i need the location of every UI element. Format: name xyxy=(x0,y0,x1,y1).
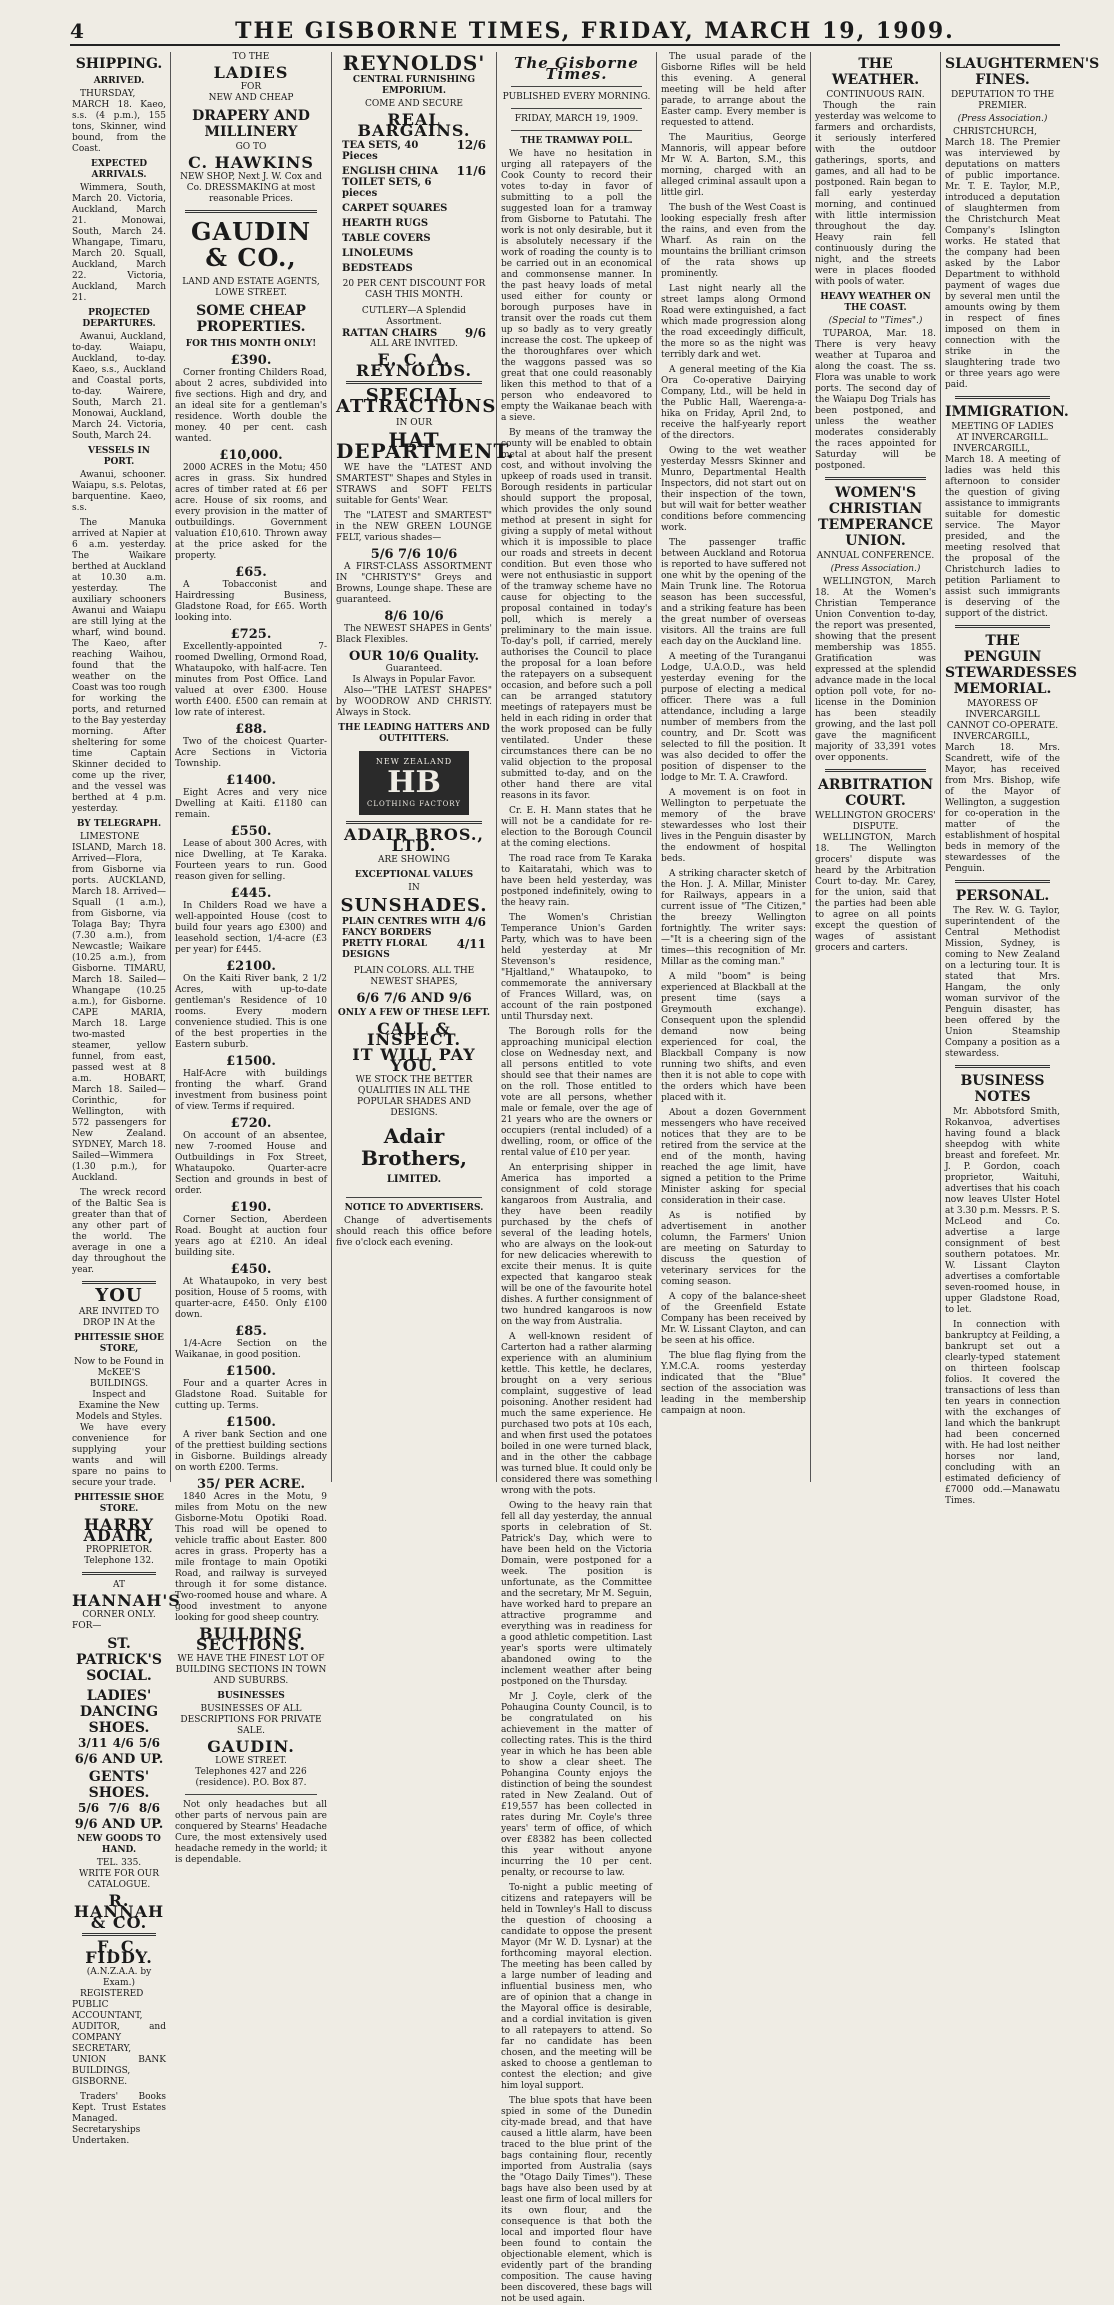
listing-price: £450. xyxy=(230,1262,272,1277)
column-divider xyxy=(496,52,497,1482)
rattan-label: RATTAN CHAIRS xyxy=(342,328,438,339)
tramway-heading: THE TRAMWAY POLL. xyxy=(520,136,633,146)
ad-invited: ARE INVITED TO DROP IN At the xyxy=(78,1307,160,1328)
also-text: Also—"THE LATEST SHAPES" by WOODROW AND CHRISTY. Always in Stock. xyxy=(336,686,492,718)
plain-colors: PLAIN COLORS. ALL THE NEWEST SHAPES, xyxy=(353,966,475,987)
personal-heading: PERSONAL. xyxy=(955,888,1050,904)
listing-price: £10,000. xyxy=(219,448,283,463)
lounge-text: The "LATEST and SMARTEST" in the NEW GREEN LOUNGE FELT, various shades— xyxy=(336,511,492,543)
ad-telephone: Telephone 132. xyxy=(84,1556,154,1566)
shipping-news: The Manuka arrived at Napier at 6 a.m. yesterday. The Waikare berthed at Auckland at 10.30 a.m. yesterday. The auxiliary schooners Awanui and Waiapu are still lying at the wharf, wind bound. The Kaeo, after reaching Waihou, found that the weather on the Coast was too rough for working the ports, and returned to the Bay yesterday morning. After sheltering for some time Captain Skinner decided to come up the river, and the vessel was berthed at 4 p.m. yesterday. xyxy=(72,518,166,814)
wctu-heading: WOMEN'S CHRISTIAN TEMPERANCE UNION. xyxy=(818,485,933,549)
in: IN xyxy=(408,883,420,893)
ad-supply: We have every convenience for supplying your wants and will spare no pains to secure your trade. xyxy=(72,1423,166,1488)
personal-text: The Rev. W. G. Taylor, superintendent of the Central Methodist Mission, Sydney, is coming to New Zealand on a lecturing tour. It is stated that Mrs. Hangam, the only woman survivor of the Penguin disaster, has been offered by the Union Steamship Company a position as a stewardess. xyxy=(945,906,1060,1059)
news-paragraph: By means of the tramway the county will be enabled to obtain metal at about half the present cost, and without involving the upkeep of roads used in transit. Borough residents in particular should support the proposal, which provides the only sound method at present in sight for giving a supply of metal without which it is impossible to place our roads and streets in decent condition. But even those who were not enthusiastic in support of the tramway scheme have no cause for objecting to the proposal contained in today's poll, which is merely a preliminary to the main issue. To-day's poll, if carried, merely authorises the Council to place the proposal for a loan before the ratepayers on a subsequent occasion, and before such a poll can be arranged statutory meetings of ratepayers must be held in each riding in order that the work proposed can be fully ventilated. Under these circumstances there can be no valid objection to the proposal submitted to-day, and on the other hand there are vital reasons in its favor. xyxy=(501,428,652,801)
news-paragraph: Mr J. Coyle, clerk of the Pohaugina County Council, is to be congratulated on his achievement in the matter of collecting rates. This is the third year in which he has been able to show a clear sheet. The Pohangina County enjoys the distinction of being the soundest rated in New Zealand. Out of £19,557 has been collected in rates during Mr. Coyle's three years' term of office, of which over £8382 has been collected this year without anyone incurring the 10 per cent. penalty, or recourse to law. xyxy=(501,1692,652,1878)
leading-hatters: THE LEADING HATTERS AND OUTFITTERS. xyxy=(338,723,490,744)
in-our: IN OUR xyxy=(395,418,433,428)
black-text: The NEWEST SHAPES in Gents' Black Flexibles. xyxy=(336,624,493,645)
listing-text: At Whataupoko, in very best position, House of 5 rooms, with quarter-acre, £450. Only £100 down. xyxy=(175,1277,327,1320)
price: 3/11 xyxy=(78,1736,108,1750)
price-row xyxy=(72,1803,166,1814)
penguin-text: INVERCARGILL, March 18. Mrs. Scandrett, wife of the Mayor, has received from Mrs. Bishop, wife of the Mayor of Wellington, a suggestion for co-operation in the matter of the establishment of hospital beds in memory of the stewardesses of the Penguin. xyxy=(945,732,1060,874)
issue-date: FRIDAY, MARCH 19, 1909. xyxy=(514,114,639,124)
vessels-heading: VESSELS IN PORT. xyxy=(88,446,150,467)
listing-price: £725. xyxy=(230,627,272,642)
reynolds-items xyxy=(336,140,492,274)
tuparoa-text: TUPAROA, Mar. 18. There is very heavy weather at Tuparoa and along the coast. The ss. Flora was unable to work ports. The second day of the Waiapu Dog Trials has been postponed, and unless the weather moderates considerably the races appointed for Saturday will be postponed. xyxy=(815,329,936,471)
building-text: WE HAVE THE FINEST LOT OF BUILDING SECTIONS IN TOWN AND SUBURBS. xyxy=(175,1654,327,1686)
news-paragraph: An enterprising shipper in America has imported a consignment of cold storage kangaroos from Australia, and they have been readily purchased by the chefs of several of the leading hotels, who are always on the look-out for new delicacies wherewith to excite their menus. It is quite expected that kangaroo steak will be one of the favourite hotel dishes. A further consignment of two hundred kangaroos is now on the way from Australia. xyxy=(501,1163,652,1327)
hannah-firm: R. HANNAH & CO. xyxy=(73,1891,165,1932)
page-number: 4 xyxy=(70,19,84,43)
plain-label: PLAIN CENTRES WITH FANCY BORDERS xyxy=(342,917,461,938)
editorial-paragraphs xyxy=(501,149,652,2305)
news-paragraph: Owing to the heavy rain that fell all day yesterday, the annual sports in celebration of St. Patrick's Day, which were to have been held on the Victoria Domain, were postponed for a week. The position is unfortunate, as the Committee and the secretary, Mr M. Seguin, have worked hard to prepare an attractive programme and everything was in readiness for a good athletic competition. Last year's sports were ultimately abandoned owing to the inclement weather after being postponed on the Thursday. xyxy=(501,1501,652,1687)
shipping-heading: SHIPPING. xyxy=(75,56,163,72)
colors-prices: 6/6 7/6 AND 9/6 xyxy=(356,991,472,1006)
news-paragraph: The usual parade of the Gisborne Rifles will be held this evening. A general meeting will be held after parade, to arrange about the Easter camp. Every member is requested to attend. xyxy=(661,52,806,128)
rattan-row xyxy=(336,328,492,339)
exceptional-values: EXCEPTIONAL VALUES xyxy=(354,870,474,880)
emporium: CENTRAL FURNISHING EMPORIUM. xyxy=(352,75,476,96)
divider xyxy=(185,210,317,213)
hb-logo-bottom: CLOTHING FACTORY xyxy=(367,800,461,808)
real-bargains: REAL BARGAINS. xyxy=(357,110,471,140)
price-row xyxy=(72,1738,166,1749)
listing-text: Two of the choicest Quarter-Acre Sections in Victoria Township. xyxy=(175,737,327,769)
bargain-item xyxy=(336,218,492,229)
price: 7/6 xyxy=(108,1801,130,1815)
per-acre: 35/ PER ACRE. xyxy=(196,1477,306,1492)
gaudin-name: GAUDIN & CO., xyxy=(190,217,312,272)
fiddy-name: F. C. FIDDY. xyxy=(85,1937,153,1967)
newspaper-title: THE GISBORNE TIMES, FRIDAY, MARCH 19, 1909. xyxy=(235,18,955,44)
building-sections: BUILDING SECTIONS. xyxy=(196,1624,306,1654)
gaudin2-addr: LOWE STREET. xyxy=(215,1756,287,1766)
bargain-item-price: 12/6 xyxy=(456,138,486,152)
bargain-item-name: ENGLISH CHINA TOILET SETS, 6 pieces xyxy=(342,166,439,199)
price: 5/6 xyxy=(78,1801,100,1815)
floral-label: PRETTY FLORAL DESIGNS xyxy=(342,939,428,960)
heavy-weather: HEAVY WEATHER ON THE COAST. xyxy=(820,292,931,313)
few-left: ONLY A FEW OF THESE LEFT. xyxy=(337,1008,491,1018)
divider xyxy=(955,880,1050,883)
hat-text: WE have the "LATEST AND SMARTEST" Shapes and Styles in STRAWS and SOFT FELTS suitable for Gents' Wear. xyxy=(336,463,492,506)
column-divider xyxy=(170,52,171,1482)
hannah-corner: CORNER ONLY. xyxy=(82,1610,156,1620)
slaughtermen-text: CHRISTCHURCH, March 18. The Premier was interviewed by deputations on matters of public importance. Mr. T. E. Taylor, M.P., introduced a deputation of slaughtermen from the Christchurch Meat Company's Islington works. He stated that the company had been asked by the Labor Department to withhold payment of wages due by several men until the amounts owing by them in respect of fines imposed on them in connection with the strike in the slaughtering trade two or three years ago were paid. xyxy=(945,127,1060,390)
listing-price: £1500. xyxy=(226,1364,276,1379)
special-attractions: SPECIAL ATTRACTIONS xyxy=(336,385,497,417)
listing-text: A river bank Section and one of the prettiest building sections in Gisborne. Buildings already on worth £200. Terms. xyxy=(175,1430,327,1473)
bargain-item xyxy=(336,203,492,214)
arrived-text: THURSDAY, MARCH 18. Kaeo, s.s. (4 p.m.), 155 tons, Skinner, wind bound, from the Coast. xyxy=(72,89,166,154)
column-telegrams xyxy=(815,52,936,1482)
slaughtermen-heading: SLAUGHTERMEN'S FINES. xyxy=(945,56,1100,88)
listing-price: £550. xyxy=(230,824,272,839)
price: 6/6 AND UP. xyxy=(74,1752,164,1767)
divider xyxy=(511,86,642,87)
listing-text: Corner fronting Childers Road, about 2 acres, subdivided into five sections. High and dry, and an ideal site for a gentleman's residence. Worth double the money. 40 per cent. cash wanted. xyxy=(175,368,327,444)
news-paragraph: The road race from Te Karaka to Kaitaratahi, which was to have been held yesterday, was postponed indefinitely, owing to the heavy rain. xyxy=(501,854,652,908)
hannah-gents: GENTS' SHOES. xyxy=(88,1769,150,1801)
news-paragraph: We have no hesitation in urging all ratepayers of the Cook County to record their votes to-day in favor of submitting to a poll the suggested loan for a tramway from Gisborne to Patutahi. The work is not only desirable, but it is absolutely necessary if the work of roading the county is to be carried out in an economical and commonsense manner. In the past heavy loads of metal used either for county or borough purposes have in transit over the roads cut them up so badly as to very greatly increase the cost. The upkeep of the thoroughfares over which the waggons passed was so great that one could reasonably liken this method to that of a person who endeavored to empty the Waikanae beach with a sieve. xyxy=(501,149,652,423)
price: 9/6 AND UP. xyxy=(74,1817,164,1832)
listing-text: On account of an absentee, new 7-roomed House and Outbuildings in Fox Street, Whataupoko. Quarter-acre Section and grounds in best of order. xyxy=(175,1131,327,1196)
bargain-item xyxy=(336,166,492,199)
listing-price: £85. xyxy=(235,1324,267,1339)
column-editorial xyxy=(501,52,652,2304)
bargain-item-name: HEARTH RUGS xyxy=(342,218,429,229)
hannah-tel: TEL. 335. xyxy=(96,1858,142,1868)
listing-price: £1500. xyxy=(226,1415,276,1430)
per-acre-text: 1840 Acres in the Motu, 9 miles from Motu on the new Gisborne-Motu Opotiki Road. This road will be opened to vehicle traffic about Easter. 800 acres in grass. Property has a mile frontage to main Opotiki Road, and railway is surveyed through it for some distance. Two-roomed house and whare. A good investment to anyone looking for good sheep country. xyxy=(175,1492,327,1623)
press-assoc: (Press Association.) xyxy=(957,114,1048,124)
arbitration-heading: ARBITRATION COURT. xyxy=(818,777,933,809)
projected-heading: PROJECTED DEPARTURES. xyxy=(82,308,156,329)
ad-proprietor-name: HARRY ADAIR, xyxy=(83,1515,155,1545)
local-news-paragraphs xyxy=(661,52,806,1417)
fiddy-text: REGISTERED PUBLIC ACCOUNTANT, AUDITOR, and COMPANY SECRETARY, UNION BANK BUILDINGS, GISBORNE. xyxy=(72,1989,166,2087)
news-paragraph: The Mauritius, George Mannoris, will appear before Mr W. A. Barton, S.M., this morning, charged with an alleged criminal assault upon a little girl. xyxy=(661,133,806,198)
ad-located: Now to be Found in McKEE'S BUILDINGS. xyxy=(74,1357,164,1389)
reynolds-name: REYNOLDS' xyxy=(342,51,486,75)
lounge-prices: 5/6 7/6 10/6 xyxy=(370,547,458,562)
some-cheap: SOME CHEAP PROPERTIES. xyxy=(196,303,306,335)
listing-text: Corner Section, Aberdeen Road. Bought at auction four years ago at £210. An ideal building site. xyxy=(175,1215,327,1258)
deputation: DEPUTATION TO THE PREMIER. xyxy=(950,90,1055,111)
are-showing: ARE SHOWING xyxy=(378,855,450,865)
discount: 20 PER CENT DISCOUNT FOR CASH THIS MONTH. xyxy=(342,279,486,300)
news-paragraph: Cr. E. H. Mann states that he will not be a candidate for re-election to the Borough Council at the coming elections. xyxy=(501,806,652,849)
adair-logo-line2: Brothers, xyxy=(360,1146,468,1170)
listing-price: £1400. xyxy=(226,773,276,788)
business-text: Mr. Abbotsford Smith, Rokanvoa, advertises having found a black sheepdog with white breast and forefeet. Mr. J. P. Gordon, coach proprietor, Waituhi, advertises that his coach now leaves Ulster Hotel at 3.30 p.m. Messrs. P. S. McLeod and Co. advertise a large consignment of best southern potatoes. Mr. W. Lissant Clayton advertises a comfortable seven-roomed house, in upper Gladstone Road, to let. xyxy=(945,1107,1060,1315)
news-paragraph: As is notified by advertisement in another column, the Farmers' Union are meeting on Saturday to discuss the question of veterinary services for the coming season. xyxy=(661,1211,806,1287)
ad-inspect: Inspect and Examine the New Models and Styles. xyxy=(75,1390,163,1422)
ad-ladies: LADIES xyxy=(213,63,289,82)
divider xyxy=(511,108,642,109)
reynolds-firm: E. C. A. REYNOLDS. xyxy=(355,350,473,380)
divider xyxy=(82,1572,156,1575)
hb-clothing-logo xyxy=(359,751,469,815)
news-paragraph: The passenger traffic between Auckland and Rotorua is reported to have suffered not one whit by the opening of the Main Trunk line. The Rotorua season has been successful, and a striking feature has been the great number of overseas visitors. All the trains are full each day on the Auckland line. xyxy=(661,538,806,647)
listing-price: £720. xyxy=(230,1116,272,1131)
listing-text: Half-Acre with buildings fronting the wharf. Grand investment from business point of view. Terms if required. xyxy=(175,1069,327,1112)
news-paragraph: Owing to the wet weather yesterday Messrs Skinner and Munro, Departmental Health Inspectors, did not start out on their inspection of the town, but will wait for better weather conditions before commencing work. xyxy=(661,446,806,533)
all-invited: ALL ARE INVITED. xyxy=(370,339,458,349)
column-divider xyxy=(656,52,657,1482)
call-inspect: CALL & INSPECT. xyxy=(366,1019,462,1049)
bankruptcy-text: In connection with bankruptcy at Feilding, a bankrupt set out a clearly-typed statement on thirteen foolscap folios. It covered the transactions of less than ten years in connection with the exchanges of land which the bankrupt had been concerned with. He had lost neither horses nor land, concluding with an estimated deficiency of £7000 odd.—Manawatu Times. xyxy=(945,1320,1060,1506)
hannah-ladies: LADIES' DANCING SHOES. xyxy=(79,1688,159,1736)
penguin-heading: THE PENGUIN STEWARDESSES MEMORIAL. xyxy=(945,633,1078,697)
black-price: OUR 10/6 Quality. xyxy=(348,649,480,664)
ad-new-cheap: NEW AND CHEAP xyxy=(208,93,294,103)
listing-price: £65. xyxy=(235,565,267,580)
businesses: BUSINESSES xyxy=(217,1691,285,1701)
annual-conference: ANNUAL CONFERENCE. xyxy=(816,551,935,561)
column-retail-ads xyxy=(336,51,515,1482)
divider xyxy=(511,130,642,131)
adair-logo-line1: Adair xyxy=(383,1124,445,1148)
listing-text: In Childers Road we have a well-appointed House (cost to build four years ago £300) and leasehold section, 1/4-acre (£3 per year) for £445. xyxy=(175,901,327,955)
listing-price: £445. xyxy=(230,886,272,901)
telegraph-text: LIMESTONE ISLAND, March 18. Arrived—Flora, from Gisborne via ports. AUCKLAND, March 18. Arrived—Squall (1 a.m.), from Gisborne, via Tolaga Bay; Thyra (7.30 a.m.), from Newcastle; Waikare (10.25 a.m.), from Gisborne. TIMARU, March 18. Sailed—Whangape (10.25 a.m.), for Gisborne. CAPE MARIA, March 18. Large two-masted steamer, yellow funnel, from east, passed west at 8 a.m. HOBART, March 18. Sailed—Corinthic, for Wellington, with 572 passengers for New Zealand. SYDNEY, March 18. Sailed—Wimmera (1.30 p.m.), for Auckland. xyxy=(72,832,166,1183)
special-times: (Special to "Times".) xyxy=(828,316,923,326)
ad-drapery: DRAPERY AND MILLINERY xyxy=(192,108,310,140)
fiddy-tail: Traders' Books Kept. Trust Estates Managed. Secretaryships Undertaken. xyxy=(72,2092,166,2146)
news-paragraph: A meeting of the Turanganui Lodge, U.A.O.D., was held yesterday evening for the purpose of electing a medical officer. There was a full attendance, including a large number of members from the country, and Dr. Scott was selected to fill the position. It was also decided to offer the position of dispenser to the lodge to Mr. T. A. Crawford. xyxy=(661,652,806,783)
mayoress: MAYORESS OF INVERCARGILL CANNOT CO-OPERATE. xyxy=(946,699,1059,731)
bargain-item-name: BEDSTEADS xyxy=(342,263,413,274)
notice-text: Change of advertisements should reach this office before five o'clock each evening. xyxy=(336,1216,492,1248)
listing-text: 2000 ACRES in the Motu; 450 acres in grass. Six hundred acres of timber rated at £6 per acre. House of six rooms, and every provision in the matter of outbuildings. Government valuation £10,610. Thrown away at the price asked for the property. xyxy=(175,463,327,561)
bargain-item xyxy=(336,140,492,162)
masthead xyxy=(70,18,1060,46)
listing-text: Eight Acres and very nice Dwelling at Kaiti. £1180 can remain. xyxy=(175,788,327,820)
column-news xyxy=(945,52,1100,1506)
it-will-pay: IT WILL PAY YOU. xyxy=(352,1045,476,1075)
hannah-write: WRITE FOR OUR CATALOGUE. xyxy=(78,1869,159,1890)
listing-price: £190. xyxy=(230,1200,272,1215)
column-local-news xyxy=(661,52,806,1482)
meeting-ladies: MEETING OF LADIES AT INVERCARGILL. xyxy=(951,422,1054,443)
bargain-item-name: CARPET SQUARES xyxy=(342,203,448,214)
vessels-text: Awanui, schooner. Waiapu, s.s. Pelotas, barquentine. Kaeo, s.s. xyxy=(72,470,166,513)
gaudin2-name: GAUDIN. xyxy=(207,1737,295,1756)
arbitration-text: WELLINGTON, March 18. The Wellington grocers' dispute was heard by the Arbitration Court to-day. Mr. Carey, for the union, said that the parties had been able to agree on all points except the question of wages of assistant grocers and carters. xyxy=(815,833,936,953)
divider xyxy=(955,396,1050,399)
expected-text: Wimmera, South, March 20. Victoria, Auckland, March 21. Monowai, South, March 24. Whangape, Timaru, March 20. Squall, Auckland, March 22. Victoria, Auckland, March 21. xyxy=(72,183,166,303)
always-favor: Is Always in Popular Favor. xyxy=(352,675,476,685)
fiddy-qual: (A.N.Z.A.A. by Exam.) xyxy=(86,1967,152,1988)
price: 8/6 xyxy=(138,1801,160,1815)
floral-row xyxy=(336,939,492,961)
plain-price: 4/6 xyxy=(464,915,486,929)
bargain-item-price: 11/6 xyxy=(456,164,486,178)
divider xyxy=(185,1794,317,1795)
news-paragraph: A general meeting of the Kia Ora Co-operative Dairying Company, Ltd., will be held in the Public Hall, Waerenga-a-hika on Friday, April 2nd, to receive the half-yearly report of the directors. xyxy=(661,365,806,441)
news-paragraph: The Women's Christian Temperance Union's Garden Party, which was to have been held yesterday at Mr Stevenson's residence, "Hjaltland," Whataupoko, to commemorate the anniversary of Frances Willard, was, on account of the rain postponed until Thursday next. xyxy=(501,913,652,1022)
this-month: FOR THIS MONTH ONLY! xyxy=(185,339,317,349)
news-paragraph: A movement is on foot in Wellington to perpetuate the memory of the brave stewardesses who lost their lives in the Penguin disaster by the endowment of hospital beds. xyxy=(661,788,806,864)
immigration-heading: IMMIGRATION. xyxy=(945,404,1069,420)
divider xyxy=(82,1281,156,1284)
headache-text: Not only headaches but all other parts of nervous pain are conquered by Stearns' Headache Cure, the most extensively used headache remedy in the world; it is dependable. xyxy=(175,1800,327,1865)
wreck-text: The wreck record of the Baltic Sea is greater than that of any other part of the world. The average in one a day throughout the year. xyxy=(72,1188,166,1275)
floral-price: 4/11 xyxy=(456,937,486,951)
listing-text: Lease of about 300 Acres, with nice Dwelling, at Te Karaka. Fourteen years to run. Good reason given for selling. xyxy=(175,839,327,882)
christy-prices: 8/6 10/6 xyxy=(384,609,444,624)
bargain-item xyxy=(336,233,492,244)
bargain-item xyxy=(336,248,492,259)
hawkins-addr: NEW SHOP, Next J. W. Cox and Co. DRESSMAKING at most reasonable Prices. xyxy=(180,172,322,204)
ad-for: FOR xyxy=(240,82,262,92)
gaudin-sub: LAND AND ESTATE AGENTS, LOWE STREET. xyxy=(182,277,320,298)
property-listings xyxy=(175,355,327,1474)
gaudin2-tel: Telephones 427 and 226 (residence). P.O. Box 87. xyxy=(195,1767,307,1788)
listing-text: A Tobacconist and Hairdressing Business, Gladstone Road, for £65. Worth looking into. xyxy=(175,580,327,623)
bargain-item xyxy=(336,263,492,274)
listing-price: £1500. xyxy=(226,1054,276,1069)
hannah-social: ST. PATRICK'S SOCIAL. xyxy=(76,1636,162,1684)
news-paragraph: A striking character sketch of the Hon. J. A. Millar, Minister for Railways, appears in a current issue of "The Citizen," the breezy Wellington fortnightly. The writer says:—"It is a cheering sign of the times—this recognition of Mr. Millar as the coming man." xyxy=(661,869,806,967)
column-shipping xyxy=(72,52,181,2146)
paper-title: The Gisborne Times. xyxy=(514,54,639,83)
weather-text: Though the rain yesterday was welcome to farmers and orchardists, it seriously interfered with the outdoor gatherings, sports, and games, and all had to be postponed. Rain began to fall early yesterday morning, and continued with little intermission throughout the day. Heavy rain fell continuously during the night, and the streets were in places flooded with pools of water. xyxy=(815,101,936,287)
hannah-new: NEW GOODS TO HAND. xyxy=(77,1834,161,1855)
press-assoc: (Press Association.) xyxy=(830,564,921,574)
news-paragraph: A copy of the balance-sheet of the Greenfield Estate Company has been received by Mr. W. Lissant Clayton, and can be seen at his office. xyxy=(661,1292,806,1346)
price: 5/6 xyxy=(138,1736,160,1750)
news-paragraph: The Borough rolls for the approaching municipal election close on Wednesday next, and all persons entitled to vote should see that their names are on the roll. Those entitled to vote are all persons, whether male or female, over the age of 21 years who are the owners or occupiers (rental included) of a dwelling, room, or office of the rental value of £10 per year. xyxy=(501,1027,652,1158)
news-paragraph: A well-known resident of Carterton had a rather alarming experience with an aluminium kettle. This kettle, he declares, brought on a very serious complaint, suggestive of lead poisoning. Another resident had much the same experience. He purchased two pots at 10s each, and when first used the potatoes boiled in one were turned black, and in the other the cabbage was turned blue. It could only be considered there was something wrong with the pots. xyxy=(501,1332,652,1496)
listing-price: £390. xyxy=(230,353,272,368)
news-paragraph: A mild "boom" is being experienced at Blackball at the present time (says a Greymouth exchange). Consequent upon the splendid demand now being experienced for coal, the Blackball Company is now running two shifts, and even then it is not able to cope with the orders which have been placed with it. xyxy=(661,972,806,1103)
come-secure: COME AND SECURE xyxy=(365,99,463,109)
hannah-at: AT xyxy=(112,1580,125,1590)
news-paragraph: Last night nearly all the street lamps along Ormond Road were extinguished, a fact which made progression along the road exceedingly difficult, the more so as the night was terribly dark and wet. xyxy=(661,284,806,360)
news-paragraph: To-night a public meeting of citizens and ratepayers will be held in Townley's Hall to discuss the question of choosing a candidate to oppose the present Mayor (Mr W. D. Lysnar) at the forthcoming mayoral election. The meeting has been called by a large number of leading and influential business men, who are of opinion that a change in the Mayoral office is desirable, and a cordial invitation is given to all ratepayers to attend. So far no candidate has been chosen, and the meeting will be asked to choose a gentleman to contest the election; and give him loyal support. xyxy=(501,1883,652,2091)
hannah-name: HANNAH'S xyxy=(72,1591,181,1610)
listing-price: £2100. xyxy=(226,959,276,974)
ad-store: PHITESSIE SHOE STORE, xyxy=(74,1333,164,1354)
telegraph-heading: BY TELEGRAPH. xyxy=(76,819,162,829)
bargain-item-name: LINOLEUMS xyxy=(342,248,414,259)
column-divider xyxy=(331,52,332,1482)
projected-text: Awanui, Auckland, to-day. Waiapu, Auckland, to-day. Kaeo, s.s., Auckland and Coastal ports, to-day. Wairere, South, March 21. Monowai, Auckland, March 24. Victoria, South, March 24. xyxy=(72,332,166,441)
adair-name: ADAIR BROS., LTD. xyxy=(344,825,484,855)
ad-proprietor: PROPRIETOR. xyxy=(85,1545,153,1555)
hb-logo-top: NEW ZEALAND xyxy=(375,757,453,766)
divider xyxy=(346,381,482,384)
column-divider xyxy=(810,52,811,1482)
listing-text: Excellently-appointed 7-roomed Dwelling, Ormond Road, Whataupoko, with half-acre. Ten minutes from Post Office. Land valued at over £300. House worth £400. £500 can remain at low rate of interest. xyxy=(175,642,327,718)
listing-text: Four and a quarter Acres in Gladstone Road. Suitable for cutting up. Terms. xyxy=(175,1379,327,1411)
divider xyxy=(346,821,482,824)
price: 4/6 xyxy=(112,1736,134,1750)
hb-logo-mark: HB xyxy=(387,765,441,800)
column-property-ads xyxy=(175,52,327,1865)
divider xyxy=(955,625,1050,628)
bargain-item-name: TEA SETS, 40 Pieces xyxy=(342,140,419,162)
listing-price: £88. xyxy=(235,722,267,737)
hannah-for: FOR— xyxy=(72,1621,102,1631)
divider xyxy=(825,477,926,480)
divider xyxy=(955,1065,1050,1068)
businesses-text: BUSINESSES OF ALL DESCRIPTIONS FOR PRIVATE SALE. xyxy=(180,1704,322,1736)
continuous-rain: CONTINUOUS RAIN. xyxy=(826,90,925,100)
listing-text: 1/4-Acre Section on the Waikanae, in good position. xyxy=(175,1339,327,1360)
cutlery: CUTLERY—A Splendid Assortment. xyxy=(361,306,467,327)
divider xyxy=(346,1197,482,1198)
business-heading: BUSINESS NOTES xyxy=(960,1073,1045,1105)
christy-text: A FIRST-CLASS ASSORTMENT IN "CHRISTY'S" Greys and Browns, Lounge shape. These are guaranteed. xyxy=(336,562,492,605)
news-paragraph: The bush of the West Coast is looking especially fresh after the rains, and even from the Wharf. As rain on the mountains the brilliant crimson of the rata shows up prominently. xyxy=(661,203,806,279)
expected-heading: EXPECTED ARRIVALS. xyxy=(91,159,147,180)
news-paragraph: The blue spots that have been spied in some of the Dunedin city-made bread, and that have caused a little alarm, have been traced to the blue print of the bags containing flour, recently imported from Australia (says the "Otago Daily Times"). These bags have also been used by at least one firm of local millers for its own flour, and the consequence is that both the local and imported flour have been found to contain the objectionable element, which is evidently part of the branding composition. The cause having been discovered, these bags will not be used again. xyxy=(501,2096,652,2304)
column-divider xyxy=(940,52,941,1482)
rattan-price: 9/6 xyxy=(464,326,486,340)
weather-heading: THE WEATHER. xyxy=(831,56,920,88)
bargain-item-name: TABLE COVERS xyxy=(342,233,431,244)
hawkins-name: C. HAWKINS xyxy=(188,153,314,172)
wctu-text: WELLINGTON, March 18. At the Women's Christian Temperance Union Convention to-day, the report was presented, showing that the present membership was 1855. Gratification was expressed at the splendid advance made in the local option poll vote, for no-license in the Dominion has been steadily growing, and the last poll gave the magnificent majority of 33,391 votes over opponents. xyxy=(815,577,936,763)
guaranteed: Guaranteed. xyxy=(385,664,443,674)
grocers-dispute: WELLINGTON GROCERS' DISPUTE. xyxy=(815,811,936,832)
immigration-text: INVERCARGILL, March 18. A meeting of ladies was held this afternoon to consider the question of giving assistance to immigrants suitable for domestic service. The Mayor presided, and the meeting resolved that the proposal of the Christchurch ladies to petition Parliament to assist such immigrants is deserving of the support of the district. xyxy=(945,444,1060,619)
news-paragraph: The blue flag flying from the Y.M.C.A. rooms yesterday indicated that the "Blue" section of the association was leading in the membership campaign at noon. xyxy=(661,1351,806,1416)
adair-logo-line3: LIMITED. xyxy=(386,1174,442,1185)
ad-to-the: TO THE xyxy=(232,52,270,62)
arrived-heading: ARRIVED. xyxy=(93,76,145,86)
divider xyxy=(825,769,926,772)
ad-you: YOU xyxy=(95,1285,143,1306)
plain-row xyxy=(336,917,492,939)
adair-logo xyxy=(336,1125,492,1191)
notice-heading: NOTICE TO ADVERTISERS. xyxy=(344,1203,484,1213)
sunshades: SUNSHADES. xyxy=(340,895,488,916)
listing-text: On the Kaiti River bank, 2 1/2 Acres, with up-to-date gentleman's Residence of 10 rooms. Every modern convenience studied. This is one of the best properties in the Eastern suburb. xyxy=(175,974,327,1050)
ad-store2: PHITESSIE SHOE STORE. xyxy=(74,1493,164,1514)
divider xyxy=(82,1933,156,1936)
ad-go-to: GO TO xyxy=(235,142,267,152)
hat-department: HAT DEPARTMENT. xyxy=(336,428,515,463)
news-paragraph: About a dozen Government messengers who have received notices that they are to be retired from the service at the end of the month, having reached the age limit, have signed a petition to the Prime Minister asking for special consideration in their case. xyxy=(661,1108,806,1206)
published-line: PUBLISHED EVERY MORNING. xyxy=(502,92,651,102)
stock-text: WE STOCK THE BETTER QUALITIES IN ALL THE POPULAR SHADES AND DESIGNS. xyxy=(355,1075,473,1118)
